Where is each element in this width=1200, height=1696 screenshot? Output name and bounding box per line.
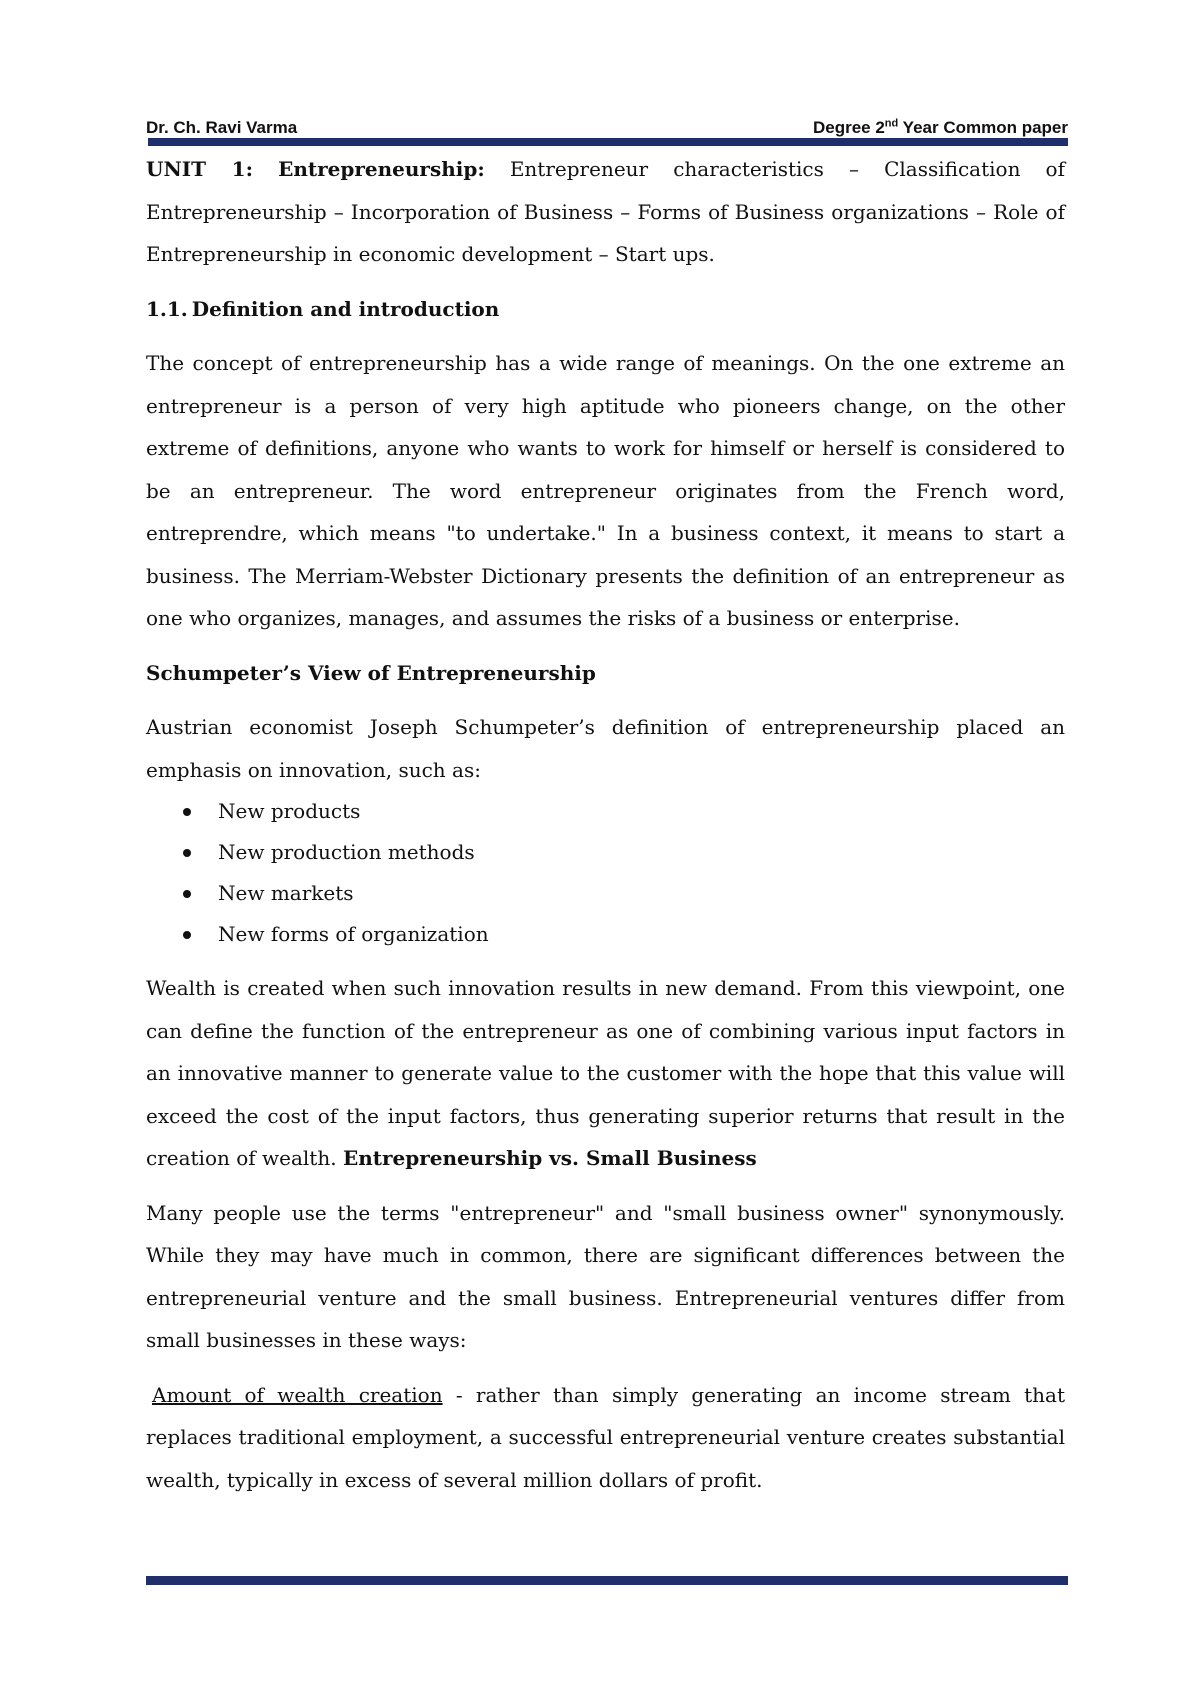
header-course-suffix: Year Common paper: [898, 118, 1068, 137]
schumpeter-paragraph: Austrian economist Joseph Schumpeter’s definition of entrepreneurship placed an emphasis on innovation, such as:: [146, 715, 1065, 782]
footer-rule: [146, 1576, 1068, 1585]
bullet-icon: [183, 931, 191, 939]
unit-label: UNIT 1:: [146, 157, 253, 181]
section-heading: [146, 288, 1065, 331]
list-item-text: New markets: [218, 881, 354, 905]
intro-paragraph: The concept of entrepreneurship has a wide range of meanings. On the one extreme an entrepreneur is a person of very high aptitude who pioneers change, on the other extreme of definitions, anyone who wants to work for himself or herself is considered to be an entrepreneur. The word entrepreneur originates from the French word, entreprendre, which means "to undertake." In a business context, it means to start a business. The Merriam-Webster Dictionary presents the definition of an entrepreneur as one who organizes, manages, and assumes the risks of a business or enterprise.: [146, 351, 1065, 630]
unit-overview: [146, 148, 1065, 276]
bullet-icon: [183, 849, 191, 857]
amount-paragraph: [146, 1374, 1065, 1502]
header-rule: [148, 138, 1068, 146]
amount-label: Amount of wealth creation: [152, 1382, 443, 1407]
schumpeter-heading: Schumpeter’s View of Entrepreneurship: [146, 660, 596, 685]
small-business-paragraph: Many people use the terms "entrepreneur" and "small business owner" synonymously. While they may have much in common, there are significant differences between the entrepreneurial venture and the small business. Entrepreneurial ventures differ from small businesses in these ways:: [146, 1200, 1065, 1352]
list-item: [146, 832, 1065, 873]
unit-text: Entrepreneur characteristics – Classification of Entrepreneurship – Incorporation of Business – Forms of Business organizations – Role of Entrepreneurship in economic development – Start ups.: [146, 157, 1065, 266]
header-course-prefix: Degree 2: [812, 118, 885, 137]
innovation-list: [146, 791, 1065, 955]
list-item: [146, 873, 1065, 914]
unit-title: Entrepreneurship:: [278, 157, 485, 181]
wealth-text: Wealth is created when such innovation results in new demand. From this viewpoint, one can define the function of the entrepreneur as one of combining various input factors in an innovative manner to generate value to the customer with the hope that this value will exceed the cost of the input factors, thus generating superior returns that result in the creation of wealth.: [146, 976, 1065, 1170]
list-item-text: New production methods: [218, 840, 475, 864]
amount-text: - rather than simply generating an income stream that replaces traditional employment, a successful entrepreneurial venture creates substantial wealth, typically in excess of several million dollars of profit.: [146, 1382, 1065, 1492]
page-body: [146, 148, 1065, 1513]
header-course: [813, 118, 1068, 138]
list-item: [146, 791, 1065, 832]
list-item-text: New products: [218, 799, 361, 823]
bullet-icon: [183, 808, 191, 816]
wealth-paragraph: [146, 967, 1065, 1180]
header-course-sup: nd: [884, 117, 899, 130]
section-number: 1.1.: [146, 296, 188, 321]
section-title: Definition and introduction: [191, 296, 500, 321]
list-item-text: New forms of organization: [218, 922, 489, 946]
vs-heading: Entrepreneurship vs. Small Business: [342, 1146, 757, 1170]
header-author: Dr. Ch. Ravi Varma: [146, 118, 298, 137]
list-item: [146, 914, 1065, 955]
bullet-icon: [183, 890, 191, 898]
